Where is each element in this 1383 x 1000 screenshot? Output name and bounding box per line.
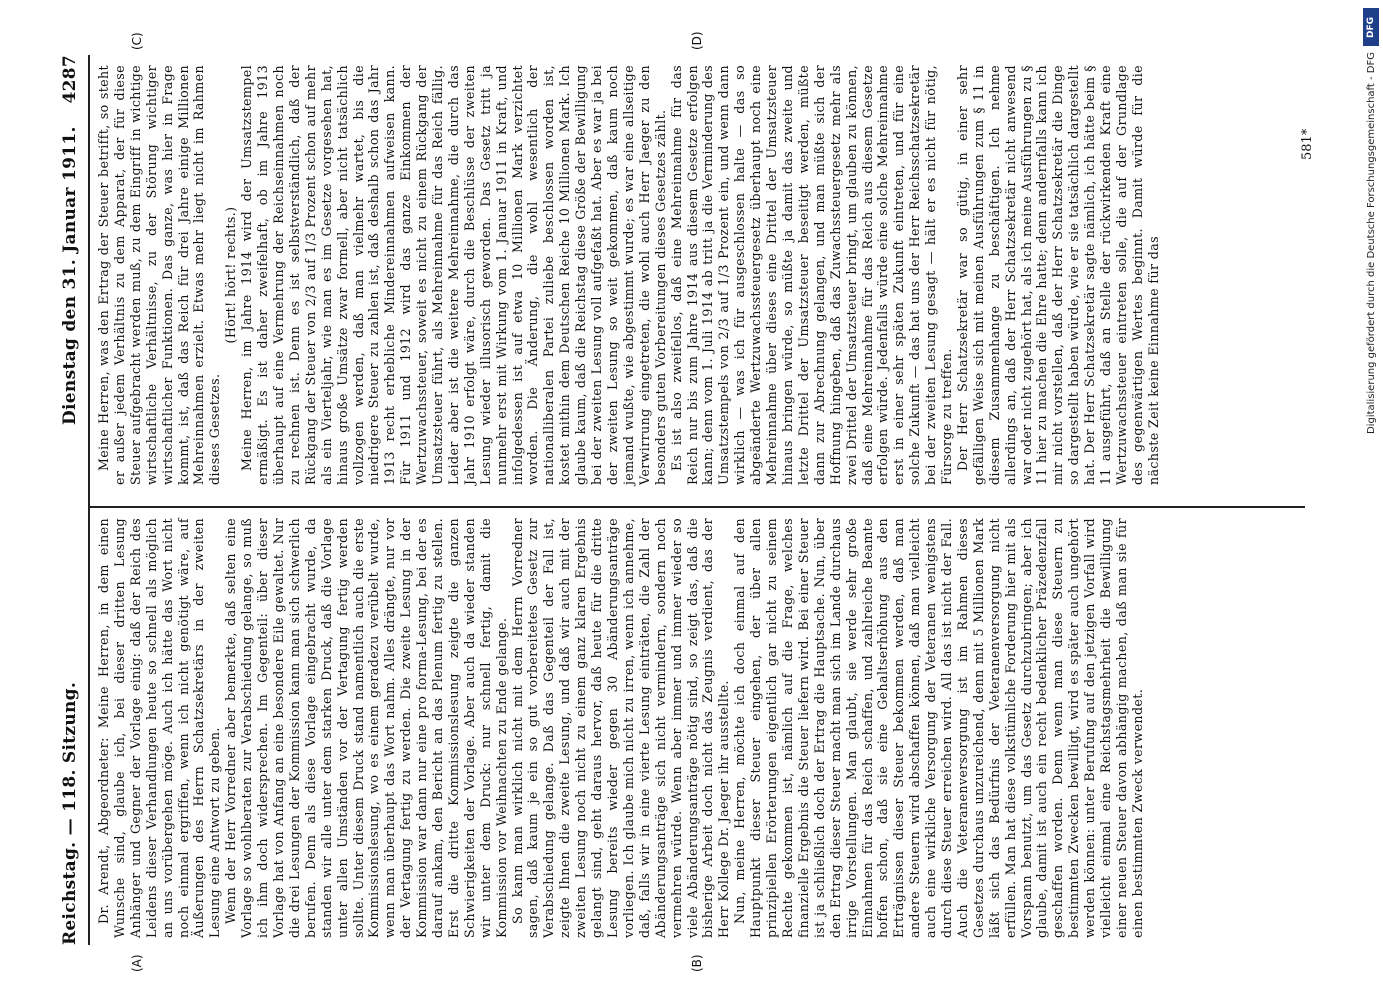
paragraph: Meine Herren, was den Ertrag der Steuer betrifft, so steht er außer jedem Verhältnis zu dem Apparat, der für diese Steuer aufgebracht werden muß, zu dem Eingriff in wichtige wirtschaftliche Verhältnisse, zu der Störung wichtiger wirtschaftlicher Funktionen. Das ganze, was hier in Frage kommt, ist, daß das Reich für drei Jahre einige Millionen Mehreinnahmen erzielt. Etwas mehr liegt nicht im Rahmen dieses Gesetzes. bbox=[96, 65, 223, 485]
paragraph: Es ist also zweifellos, daß eine Mehreinnahme für das Reich nur bis zum Jahre 1914 aus diesem Gesetze erfolgen kann; denn vom 1. Juli 1914 ab tritt ja die Verminderung des Umsatzstempels von 2/3 auf 1/3 Prozent ein, und wenn dann wirklich — was ich für ausgeschlossen halte — das so abgeänderte Wertzuwachssteuergesetz überhaupt noch eine Mehreinnahme über dieses eine Drittel der Umsatzsteuer hinaus bringen würde, so müßte ja damit das zweite und letzte Drittel der Umsatzsteuer beseitigt werden, müßte dann zur Abrechnung gelangen, und man müßte sich der Hoffnung hingeben, daß das Zuwachssteuergesetz mehr als zwei Drittel der Umsatzsteuer bringt, um glauben zu können, daß eine Mehreinnahme für das Reich aus diesem Gesetze erfolgen würde. Jedenfalls würde eine solche Mehreinnahme erst in einer sehr späten Zukunft eintreten, und für eine solche Zukunft — das hat uns der Herr Reichsschatzsekretär bei der zweiten Lesung gesagt — hält er es nicht für nötig, Fürsorge zu treffen. bbox=[668, 65, 955, 485]
digitization-credit: Digitalisierung gefördert durch die Deutsche Forschungsgemeinschaft - DFG bbox=[1366, 52, 1377, 435]
interjection: (Hört! hört! rechts.) bbox=[223, 206, 239, 344]
dfg-logo-icon: DFG bbox=[1363, 8, 1379, 46]
column-divider bbox=[90, 506, 1305, 508]
paragraph: Nun, meine Herren, möchte ich doch einmal auf den Hauptpunkt dieser Steuer eingehen, der über allen prinzipiellen Erörterungen eigentlich gar nicht zu seinem Rechte gekommen ist, nämlich auf die Frage, welches finanzielle Ergebnis die Steuer liefern wird. Bei einer Steuer ist ja schließlich doch der Ertrag die Hauptsache. Nun, über den Ertrag dieser Steuer macht man sich im Lande durchaus irrige Vorstellungen. Man glaubt, sie werde sehr große Einnahmen für das Reich schaffen, und zahlreiche Beamte hoffen schon, daß sie eine Gehaltserhöhung aus den Erträgnissen dieser Steuer bekommen werden, daß man andere Steuern wird abschaffen können, daß man vielleicht auch eine wirkliche Versorgung der Veteranen wenigstens durch diese Steuer erreichen wird. All das ist nicht der Fall. Auch die Veteranenversorgung ist im Rahmen dieses Gesetzes durchaus unzureichend, denn mit 5 Millionen Mark läßt sich das Bedürfnis der Veteranenversorgung nicht erfüllen. Man hat diese volkstümliche Forderung hier mit als Vorspann benutzt, um das Gesetz durchzubringen; aber ich glaube, damit ist auch ein recht bedenklicher Präzedenzfall geschaffen worden. Denn wenn man diese Steuern zu bestimmten Zwecken bewilligt, wird es später auch ungehört werden können: unter Berufung auf den jetzigen Vorfall wird vielleicht einmal eine Reichstagsmehrheit die Bewilligung einer neuen Steuer davon abhängig machen, daß man sie für einen bestimmten Zweck verwendet. bbox=[732, 518, 1145, 938]
header-session: Reichstag. — 118. Sitzung. bbox=[60, 681, 80, 945]
paragraph: Meine Herren, im Jahre 1914 wird der Umsatzstempel ermäßigt. Es ist daher zweifelhaft, ob im Jahre 1913 überhaupt auf eine Vermehrung der Reichseinnahmen noch zu rechnen ist. Denn es ist selbstverständlich, daß der Rückgang der Steuer von 2/3 auf 1/3 Prozent schon auf mehr als ein Vierteljahr, wie man es im Gesetze vorgesehen hat, hinaus große Umsätze zwar formell, aber nicht tatsächlich vollzogen werden, daß man vielmehr wartet, bis die niedrigere Steuer zu zahlen ist, daß deshalb schon das Jahr 1913 recht erhebliche Mindereinnahmen aufweisen kann. Für 1911 und 1912 wird das ganze Einkommen der Wertzuwachssteuer, soweit es nicht zu einem Rückgang der Umsatzsteuer führt, als Mehreinnahme für das Reich fällig. Leider aber ist die weitere Mehreinnahme, die durch das Jahr 1910 erfolgt wäre, durch die Beschlüsse der zweiten Lesung wieder illusorisch geworden. Das Gesetz tritt ja nunmehr erst mit Wirkung vom 1. Januar 1911 in Kraft, und infolgedessen ist auf etwa 10 Millionen Mark verzichtet worden. Die Änderung, die wohl wesentlich der nationalliberalen Partei zuliebe beschlossen worden ist, kostet mithin dem Deutschen Reiche 10 Millionen Mark. Ich glaube kaum, daß die Reichstag diese Größe der Bewilligung bei der zweiten Lesung voll aufgefaßt hat. Aber es war ja bei der zweiten Lesung so weit gekommen, daß kaum noch jemand wußte, wie abgestimmt wurde; es war eine allseitige Verwirrung eingetreten, die wohl auch Herr Jaeger zu den besonders guten Vorbereitungen dieses Gesetzes zählt. bbox=[239, 65, 668, 485]
right-column bbox=[96, 65, 1162, 485]
margin-marker-d: (D) bbox=[690, 31, 704, 50]
margin-marker-c: (C) bbox=[130, 32, 144, 50]
paragraph: Der Herr Schatzsekretär war so gütig, in einer sehr gefälligen Weise sich mit meinen Ausführungen zum § 11 in diesem Zusammenhange zu beschäftigen. Ich nehme allerdings an, daß der Herr Schatzsekretär nicht anwesend war oder nicht zugehört hat, als ich meine Ausführungen zu § 11 hier zu machen die Ehre hatte; denn andernfalls kann ich mir nicht vorstellen, daß der Herr Schatzsekretär die Dinge so dargestellt haben würde, wie er sie tatsächlich dargestellt hat. Der Herr Schatzsekretär sagte nämlich, ich hätte beim § 11 ausgeführt, daß an Stelle der rückwirkenden Kraft eine Wertzuwachssteuer eintreten solle, die auf der Grundlage des gegenwärtigen Wertes beginnt. Damit würde für die nächste Zeit keine Einnahme für das bbox=[954, 65, 1161, 485]
paragraph: Wenn der Herr Vorredner aber bemerkte, daß selten eine Vorlage so wohlberaten zur Verabschiedung gelange, so muß ich ihm doch widersprechen. Im Gegenteil: über dieser Vorlage hat von Anfang an eine besondere Eile gewaltet. Nur die drei Lesungen der Kommission kann man sich schwerlich berufen. Denn als diese Vorlage eingebracht wurde, da standen wir alle unter dem starken Druck, daß die Vorlage unter allen Umständen vor der Vertagung fertig werden sollte. Unter diesem Druck stand namentlich auch die erste Kommissionslesung, wo es einem geradezu verübelt wurde, wenn man überhaupt das Wort nahm. Alles drängte, nur vor der Vertagung fertig zu werden. Die zweite Lesung in der Kommission war dann nur eine pro forma-Lesung, bei der es darauf ankam, den Bericht an das Plenum fertig zu stellen. Erst die dritte Kommissionslesung zeigte die ganzen Schwierigkeiten der Vorlage. Aber auch da wieder standen wir unter dem Druck: nur schnell fertig, damit die Kommission vor Weihnachten zu Ende gelange. bbox=[223, 518, 509, 938]
header-rule bbox=[88, 55, 90, 945]
paragraph: So kann man wirklich nicht mit dem Herrn Vorredner sagen, daß kaum je ein so gut vorbereitetes Gesetz zur Verabschiedung gelange. Daß das Gegenteil der Fall ist, zeigte Ihnen die zweite Lesung, und daß wir auch mit der zweiten Lesung noch nicht zu einem ganz klaren Ergebnis gelangt sind, geht daraus hervor, daß heute für die dritte Lesung bereits wieder gegen 30 Abänderungsanträge vorliegen. Ich glaube mich nicht zu irren, wenn ich annehme, daß, falls wir in eine vierte Lesung einträten, die Zahl der Abänderungsanträge sich nicht vermindern, sondern noch vermehren würde. Wenn aber immer und immer wieder so viele Abänderungsanträge nötig sind, so zeigt das, daß die bisherige Arbeit doch nicht das Zeugnis verdient, das der Herr Kollege Dr. Jaeger ihr ausstellte. bbox=[509, 518, 732, 938]
page-number: 4287 bbox=[60, 55, 80, 104]
page-reference: 581* bbox=[1300, 128, 1315, 160]
margin-marker-a: (A) bbox=[130, 954, 144, 972]
margin-marker-b: (B) bbox=[690, 954, 704, 972]
header-date: Dienstag den 31. Januar 1911. bbox=[60, 126, 80, 425]
page-header bbox=[60, 55, 88, 945]
left-column bbox=[96, 518, 1146, 938]
paragraph: Dr. Arendt, Abgeordneter: Meine Herren, in dem einen Wunsche sind, glaube ich, bei dieser dritten Lesung Anhänger und Gegner der Vorlage einig: daß der Reich des Leidens dieser Verhandlungen heute so schnell als möglich an uns vorübergehen möge. Auch ich hätte das Wort nicht noch einmal ergriffen, wenn ich nicht genötigt wäre, auf Äußerungen des Herrn Schatzsekretärs in der zweiten Lesung eine Antwort zu geben. bbox=[96, 518, 223, 938]
digitization-sidebar bbox=[1357, 0, 1383, 1000]
